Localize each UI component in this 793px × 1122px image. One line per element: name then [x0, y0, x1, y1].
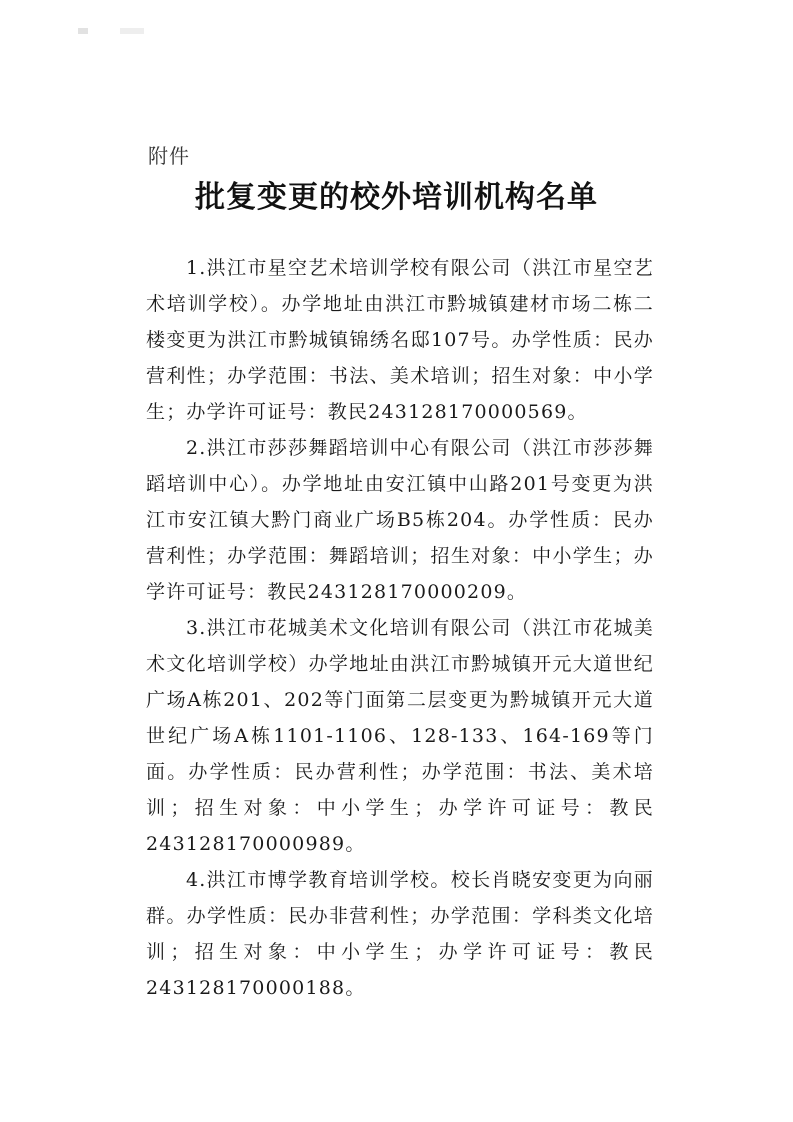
- list-item: 3.洪江市花城美术文化培训有限公司（洪江市花城美术文化培训学校）办学地址由洪江市黔城镇开元大道世纪广场A栋201、202等门面第二层变更为黔城镇开元大道世纪广场A栋1101-1106、128-133、164-169等门面。办学性质：民办营利性；办学范围：书法、美术培训；招生对象：中小学生；办学许可证号：教民243128170000989。: [146, 617, 654, 855]
- attachment-label: 附件: [148, 144, 190, 168]
- list-item: 2.洪江市莎莎舞蹈培训中心有限公司（洪江市莎莎舞蹈培训中心）。办学地址由安江镇中山路201号变更为洪江市安江镇大黔门商业广场B5栋204。办学性质：民办营利性；办学范围：舞蹈培训；招生对象：中小学生；办学许可证号：教民243128170000209。: [146, 437, 654, 603]
- document-body: [146, 250, 654, 1006]
- list-item: 1.洪江市星空艺术培训学校有限公司（洪江市星空艺术培训学校）。办学地址由洪江市黔城镇建材市场二栋二楼变更为洪江市黔城镇锦绣名邸107号。办学性质：民办营利性；办学范围：书法、美术培训；招生对象：中小学生；办学许可证号：教民243128170000569。: [146, 257, 654, 423]
- list-item: 4.洪江市博学教育培训学校。校长肖晓安变更为向丽群。办学性质：民办非营利性；办学范围：学科类文化培训；招生对象：中小学生；办学许可证号：教民243128170000188。: [146, 869, 654, 999]
- scan-artifact: [78, 28, 88, 34]
- document-title: 批复变更的校外培训机构名单: [195, 180, 598, 215]
- scan-artifact: [120, 28, 144, 34]
